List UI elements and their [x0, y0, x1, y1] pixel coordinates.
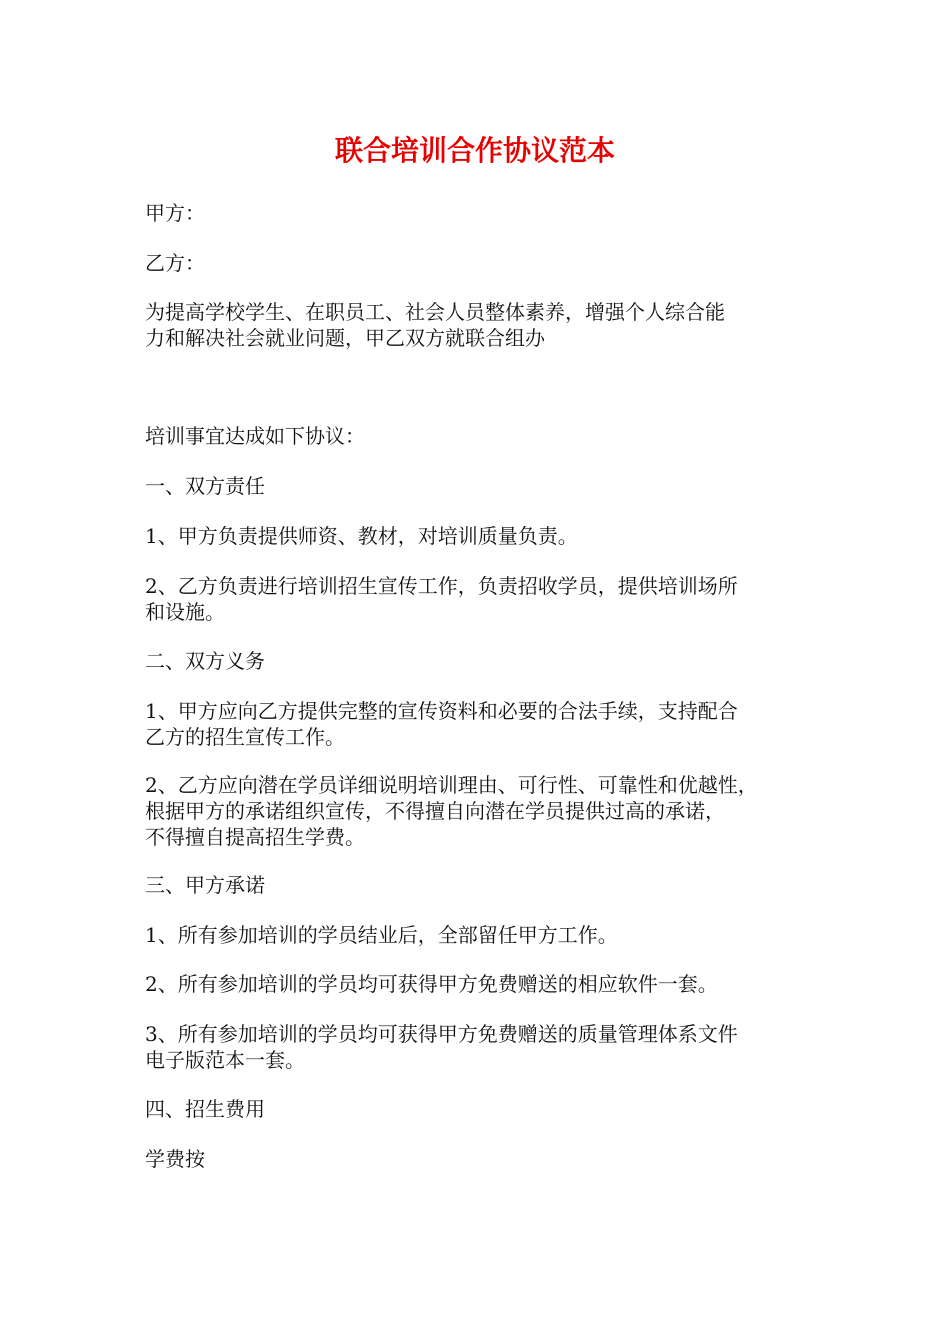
section-1-item-2-line-1: 2、乙方负责进行培训招生宣传工作，负责招收学员，提供培训场所	[145, 574, 738, 598]
section-3-item-2: 2、所有参加培训的学员均可获得甲方免费赠送的相应软件一套。	[145, 972, 718, 996]
party-a-label: 甲方：	[145, 201, 205, 225]
section-3-item-1: 1、所有参加培训的学员结业后，全部留任甲方工作。	[145, 923, 618, 947]
section-2-item-1-line-2: 乙方的招生宣传工作。	[145, 725, 345, 749]
section-2-heading: 二、双方义务	[145, 649, 265, 673]
section-4-heading: 四、招生费用	[145, 1097, 265, 1121]
section-4-text: 学费按	[145, 1147, 205, 1171]
section-2-item-2-line-3: 不得擅自提高招生学费。	[145, 825, 365, 849]
intro-line-2: 力和解决社会就业问题，甲乙双方就联合组办	[145, 326, 545, 350]
section-1-item-1: 1、甲方负责提供师资、教材，对培训质量负责。	[145, 524, 578, 548]
section-3-heading: 三、甲方承诺	[145, 873, 265, 897]
section-2-item-1-line-1: 1、甲方应向乙方提供完整的宣传资料和必要的合法手续，支持配合	[145, 699, 738, 723]
section-3-item-3-line-1: 3、所有参加培训的学员均可获得甲方免费赠送的质量管理体系文件	[145, 1022, 738, 1046]
document-title: 联合培训合作协议范本	[334, 134, 615, 167]
section-3-item-3-line-2: 电子版范本一套。	[145, 1048, 305, 1072]
intro-line-3: 培训事宜达成如下协议：	[145, 424, 365, 448]
section-2-item-2-line-2: 根据甲方的承诺组织宣传，不得擅自向潜在学员提供过高的承诺，	[145, 799, 725, 823]
intro-line-1: 为提高学校学生、在职员工、社会人员整体素养，增强个人综合能	[145, 300, 725, 324]
section-1-item-2-line-2: 和设施。	[145, 600, 225, 624]
section-1-heading: 一、双方责任	[145, 474, 265, 498]
party-b-label: 乙方：	[145, 251, 205, 275]
section-2-item-2-line-1: 2、乙方应向潜在学员详细说明培训理由、可行性、可靠性和优越性，	[145, 773, 758, 797]
